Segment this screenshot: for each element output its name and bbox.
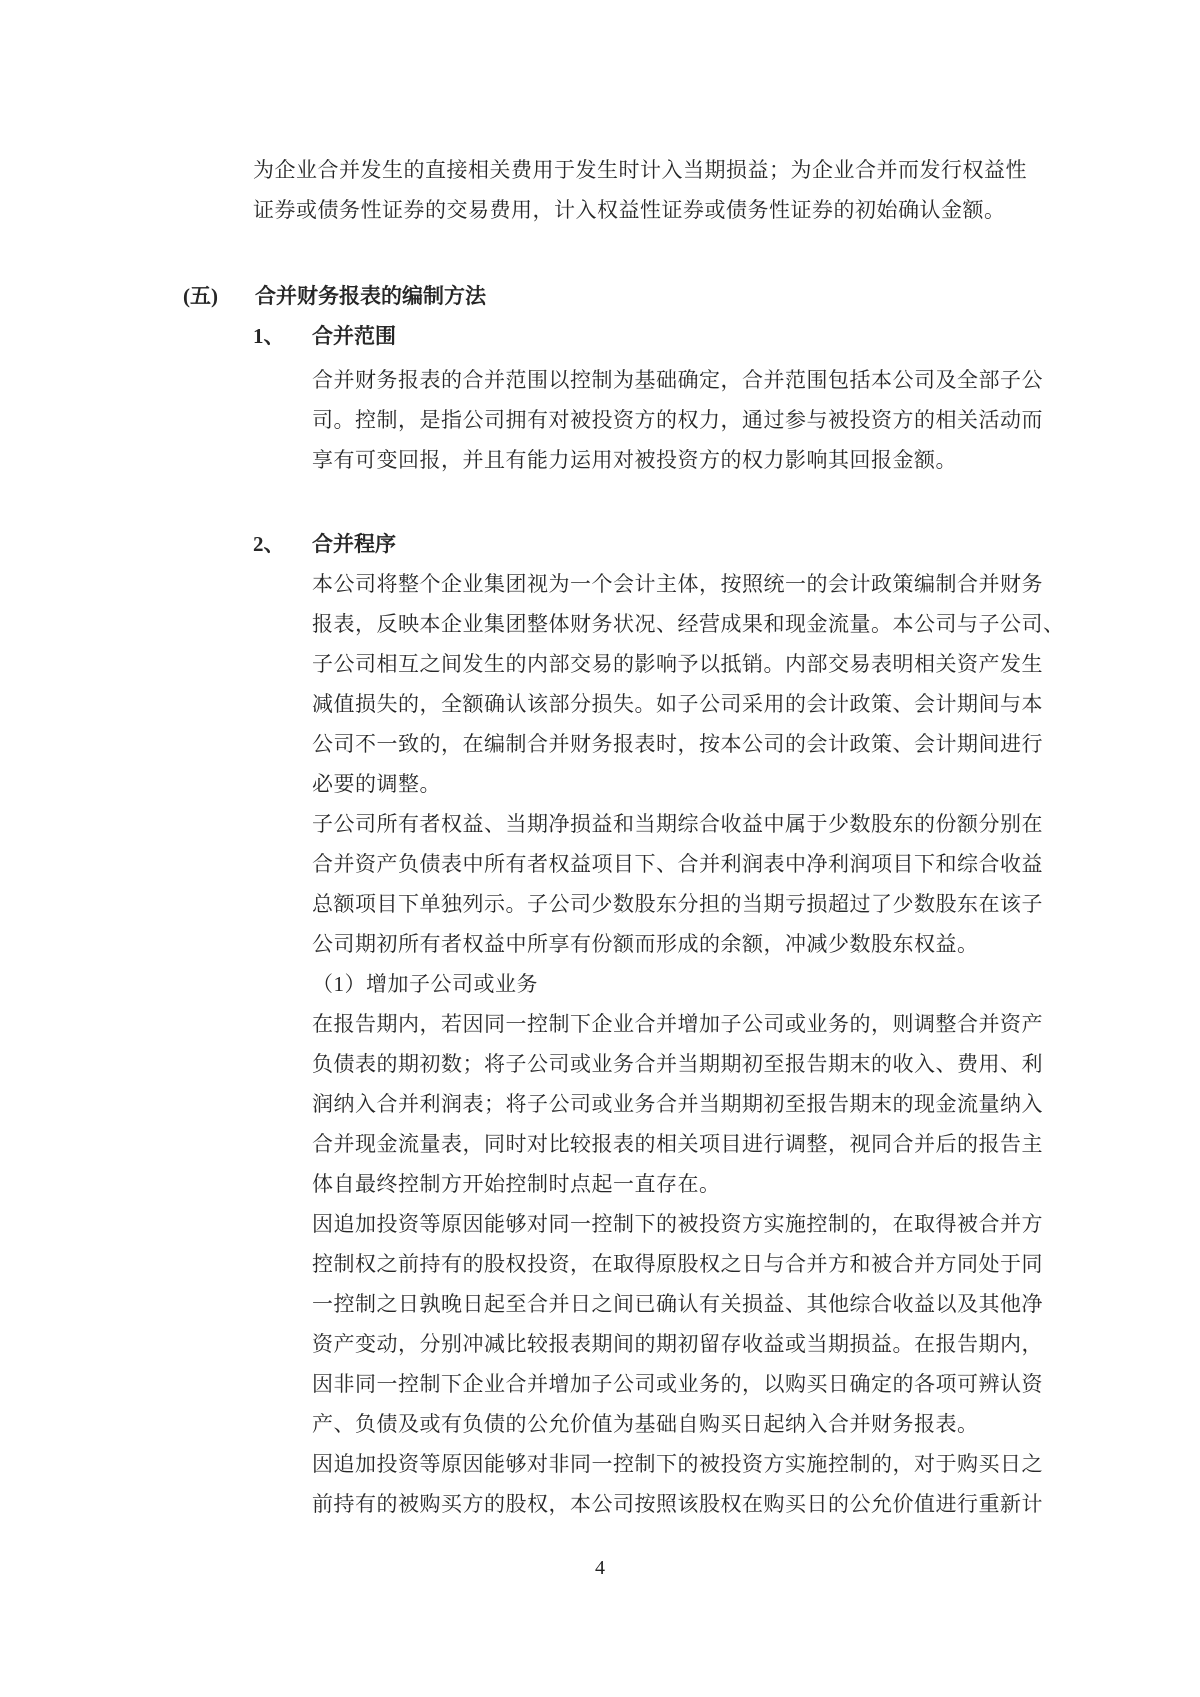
text-line: 子公司所有者权益、当期净损益和当期综合收益中属于少数股东的份额分别在 (312, 812, 1043, 836)
section-title: 合并财务报表的编制方法 (255, 284, 486, 308)
text-line: 资产变动，分别冲减比较报表期间的期初留存收益或当期损益。在报告期内， (312, 1332, 1043, 1356)
text-line: 必要的调整。 (312, 772, 441, 796)
text-line: 负债表的期初数；将子公司或业务合并当期期初至报告期末的收入、费用、利 (312, 1052, 1043, 1076)
text-line: 合并资产负债表中所有者权益项目下、合并利润表中净利润项目下和综合收益 (312, 852, 1043, 876)
page-footer (0, 1548, 1200, 1588)
intro-paragraph (253, 150, 1053, 230)
text-line: 子公司相互之间发生的内部交易的影响予以抵销。内部交易表明相关资产发生 (312, 652, 1043, 676)
text-line: 享有可变回报，并且有能力运用对被投资方的权力影响其回报金额。 (312, 448, 957, 472)
subsection-2-body (312, 564, 1065, 1524)
text-line: 公司期初所有者权益中所享有份额而形成的余额，冲减少数股东权益。 (312, 932, 979, 956)
subsection-2-heading (253, 524, 1200, 564)
text-line: 本公司将整个企业集团视为一个会计主体，按照统一的会计政策编制合并财务 (312, 572, 1043, 596)
page-number: 4 (595, 1557, 605, 1579)
text-line: 为企业合并发生的直接相关费用于发生时计入当期损益；为企业合并而发行权益性 (253, 158, 1027, 182)
text-line: 证券或债务性证券的交易费用，计入权益性证券或债务性证券的初始确认金额。 (253, 198, 1006, 222)
subsection-1-heading (253, 316, 1200, 356)
text-line: 合并财务报表的合并范围以控制为基础确定，合并范围包括本公司及全部子公 (312, 368, 1043, 392)
list-item-heading: （1）增加子公司或业务 (312, 972, 538, 996)
text-line: 因非同一控制下企业合并增加子公司或业务的，以购买日确定的各项可辨认资 (312, 1372, 1043, 1396)
subsection-1-body (312, 360, 1052, 480)
section-heading (183, 276, 1200, 316)
text-line: 控制权之前持有的股权投资，在取得原股权之日与合并方和被合并方同处于同 (312, 1252, 1043, 1276)
text-line: 在报告期内，若因同一控制下企业合并增加子公司或业务的，则调整合并资产 (312, 1012, 1043, 1036)
subsection-2-number: 2、 (253, 532, 285, 556)
text-line: 产、负债及或有负债的公允价值为基础自购买日起纳入合并财务报表。 (312, 1412, 979, 1436)
subsection-1-title: 合并范围 (312, 324, 396, 348)
subsection-1-number: 1、 (253, 324, 285, 348)
text-line: 合并现金流量表，同时对比较报表的相关项目进行调整，视同合并后的报告主 (312, 1132, 1043, 1156)
text-line: 减值损失的，全额确认该部分损失。如子公司采用的会计政策、会计期间与本 (312, 692, 1043, 716)
text-line: 因追加投资等原因能够对非同一控制下的被投资方实施控制的，对于购买日之 (312, 1452, 1043, 1476)
text-line: 报表，反映本企业集团整体财务状况、经营成果和现金流量。本公司与子公司、 (312, 612, 1065, 636)
text-line: 因追加投资等原因能够对同一控制下的被投资方实施控制的，在取得被合并方 (312, 1212, 1043, 1236)
subsection-2-title: 合并程序 (312, 532, 396, 556)
text-line: 公司不一致的，在编制合并财务报表时，按本公司的会计政策、会计期间进行 (312, 732, 1043, 756)
section-number: (五) (183, 284, 218, 308)
text-line: 司。控制，是指公司拥有对被投资方的权力，通过参与被投资方的相关活动而 (312, 408, 1043, 432)
text-line: 润纳入合并利润表；将子公司或业务合并当期期初至报告期末的现金流量纳入 (312, 1092, 1043, 1116)
text-line: 一控制之日孰晚日起至合并日之间已确认有关损益、其他综合收益以及其他净 (312, 1292, 1043, 1316)
text-line: 前持有的被购买方的股权，本公司按照该股权在购买日的公允价值进行重新计 (312, 1492, 1043, 1516)
text-line: 体自最终控制方开始控制时点起一直存在。 (312, 1172, 721, 1196)
text-line: 总额项目下单独列示。子公司少数股东分担的当期亏损超过了少数股东在该子 (312, 892, 1043, 916)
